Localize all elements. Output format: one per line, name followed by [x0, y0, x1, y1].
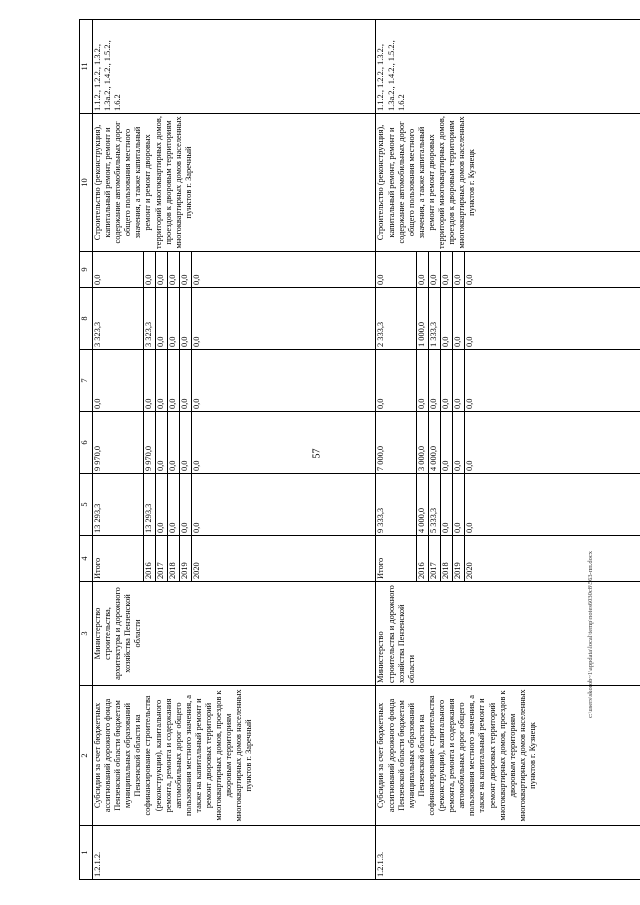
value-cell: 1 333,3	[429, 288, 441, 350]
measure-name: Субсидии за счет бюджетных ассигнований дорожного фонда Пензенской области бюджетам муниципальных образований Пензенской области на софинансирование строительства (реконструкции), капитального ремонта, ремонта и содержания автомобильных дорог общего пользования местного значения, а также на капитальный ремонт и ремонт дворовых территорий многоквартирных домов, проездов к дворовым территориям многоквартирных домов населенных пунктов г. Заречный	[93, 686, 376, 826]
year-cell: 2019	[179, 536, 191, 582]
value-cell: 0,0	[441, 288, 453, 350]
year-cell: 2017	[155, 536, 167, 582]
value-cell: 0,0	[155, 474, 167, 536]
expected-result: Строительство (реконструкция), капитальный ремонт, ремонт и содержание автомобильных дорог общего пользования местного значения, а также капитальный ремонт и ремонт дворовых территорий многоквартирных домов, проездов к дворовым территориям многоквартирных домов населенных пунктов г. Кузнецк	[376, 114, 640, 252]
value-cell: 0,0	[143, 350, 155, 412]
value-cell: 7 000,0	[376, 412, 417, 474]
header-cell: 6	[80, 412, 93, 474]
value-cell: 0,0	[441, 474, 453, 536]
value-cell: 0,0	[191, 412, 376, 474]
value-cell: 5 333,3	[429, 474, 441, 536]
value-cell: 0,0	[441, 252, 453, 288]
value-cell: 3 000,0	[417, 412, 429, 474]
value-cell: 0,0	[179, 288, 191, 350]
value-cell: 0,0	[453, 252, 465, 288]
year-cell: 2018	[441, 536, 453, 582]
value-cell: 0,0	[453, 350, 465, 412]
value-cell: 0,0	[155, 288, 167, 350]
value-cell: 4 000,0	[429, 412, 441, 474]
value-cell: 0,0	[191, 350, 376, 412]
header-cell: 5	[80, 474, 93, 536]
value-cell: 0,0	[417, 252, 429, 288]
value-cell: 0,0	[191, 474, 376, 536]
header-cell: 8	[80, 288, 93, 350]
value-cell: 0,0	[191, 252, 376, 288]
value-cell: 1 000,0	[417, 288, 429, 350]
value-cell: 0,0	[179, 350, 191, 412]
value-cell: 0,0	[376, 350, 417, 412]
value-cell: 0,0	[155, 252, 167, 288]
header-cell: 4	[80, 536, 93, 582]
header-cell: 10	[80, 114, 93, 252]
value-cell: 0,0	[155, 350, 167, 412]
indicator-links: 1.1.2., 1.2.2., 1.3.2., 1.3а.2., 1.4.2., 1.5.2., 1.6.2	[93, 20, 376, 114]
year-cell: 2020	[191, 536, 376, 582]
value-cell: 0,0	[191, 288, 376, 350]
value-cell: 0,0	[429, 252, 441, 288]
value-cell: 0,0	[167, 412, 179, 474]
rotated-table-container	[79, 20, 589, 880]
year-cell: 2018	[167, 536, 179, 582]
year-cell: 2017	[429, 536, 441, 582]
value-cell: 0,0	[93, 252, 144, 288]
value-cell: 0,0	[179, 252, 191, 288]
value-cell: 0,0	[167, 474, 179, 536]
year-cell: Итого	[376, 536, 417, 582]
value-cell: 0,0	[167, 252, 179, 288]
program-table	[79, 19, 640, 880]
header-row	[80, 20, 93, 880]
value-cell: 4 000,0	[417, 474, 429, 536]
value-cell: 0,0	[453, 412, 465, 474]
expected-result: Строительство (реконструкция), капитальный ремонт, ремонт и содержание автомобильных дорог общего пользования местного значения, а также капитальный ремонт и ремонт дворовых территорий многоквартирных домов, проездов к дворовым территориям многоквартирных домов населенных пунктов г. Заречный	[93, 114, 376, 252]
value-cell: 13 293,3	[143, 474, 155, 536]
header-cell: 1	[80, 826, 93, 880]
value-cell: 9 333,3	[376, 474, 417, 536]
executor: Министерство строительства, архитектуры и дорожного хозяйства Пензенской области	[93, 582, 144, 686]
indicator-links: 1.1.2., 1.2.2., 1.3.2., 1.3а.2., 1.4.2., 1.5.2., 1.6.2	[376, 20, 640, 114]
value-cell: 0,0	[179, 412, 191, 474]
value-cell: 0,0	[179, 474, 191, 536]
year-cell: 2019	[453, 536, 465, 582]
value-cell: 0,0	[465, 350, 640, 412]
header-cell: 7	[80, 350, 93, 412]
year-cell: 2020	[465, 536, 640, 582]
value-cell: 9 970,0	[93, 412, 144, 474]
row-number: 1.2.1.2.	[93, 826, 376, 880]
value-cell: 13 293,3	[93, 474, 144, 536]
row-number: 1.2.1.3.	[376, 826, 640, 880]
value-cell: 0,0	[429, 350, 441, 412]
header-cell: 3	[80, 582, 93, 686]
header-cell: 9	[80, 252, 93, 288]
value-cell: 3 323,3	[93, 288, 144, 350]
value-cell: 0,0	[143, 252, 155, 288]
header-cell: 2	[80, 686, 93, 826]
value-cell: 0,0	[376, 252, 417, 288]
value-cell: 3 323,3	[143, 288, 155, 350]
year-cell: 2016	[143, 536, 155, 582]
value-cell: 2 333,3	[376, 288, 417, 350]
file-path-footer: c:\users\skorob~1\appdata\local\temp\notes6030c8\563-пп.docx	[587, 551, 594, 718]
value-cell: 0,0	[465, 252, 640, 288]
value-cell: 0,0	[417, 350, 429, 412]
value-cell: 0,0	[167, 288, 179, 350]
value-cell: 9 970,0	[143, 412, 155, 474]
value-cell: 0,0	[167, 350, 179, 412]
value-cell: 0,0	[441, 350, 453, 412]
table-row	[93, 20, 144, 880]
header-cell: 11	[80, 20, 93, 114]
value-cell: 0,0	[93, 350, 144, 412]
value-cell: 0,0	[465, 412, 640, 474]
value-cell: 0,0	[465, 288, 640, 350]
value-cell: 0,0	[453, 474, 465, 536]
value-cell: 0,0	[453, 288, 465, 350]
measure-name: Субсидии за счет бюджетных ассигнований дорожного фонда Пензенской области бюджетам муниципальных образований Пензенской области на софинансирование строительства (реконструкции), капитального ремонта, ремонта и содержания автомобильных дорог общего пользования местного значения, а также на капитальный ремонт и ремонт дворовых территорий многоквартирных домов, проездов к дворовым территориям многоквартирных домов населенных пунктов г. Кузнецк	[376, 686, 640, 826]
table-row	[376, 20, 417, 880]
executor: Министерство строительства и дорожного хозяйства Пензенской области	[376, 582, 417, 686]
value-cell: 0,0	[441, 412, 453, 474]
value-cell: 0,0	[465, 474, 640, 536]
page-number: 57	[311, 448, 323, 459]
value-cell: 0,0	[155, 412, 167, 474]
year-cell: 2016	[417, 536, 429, 582]
year-cell: Итого	[93, 536, 144, 582]
